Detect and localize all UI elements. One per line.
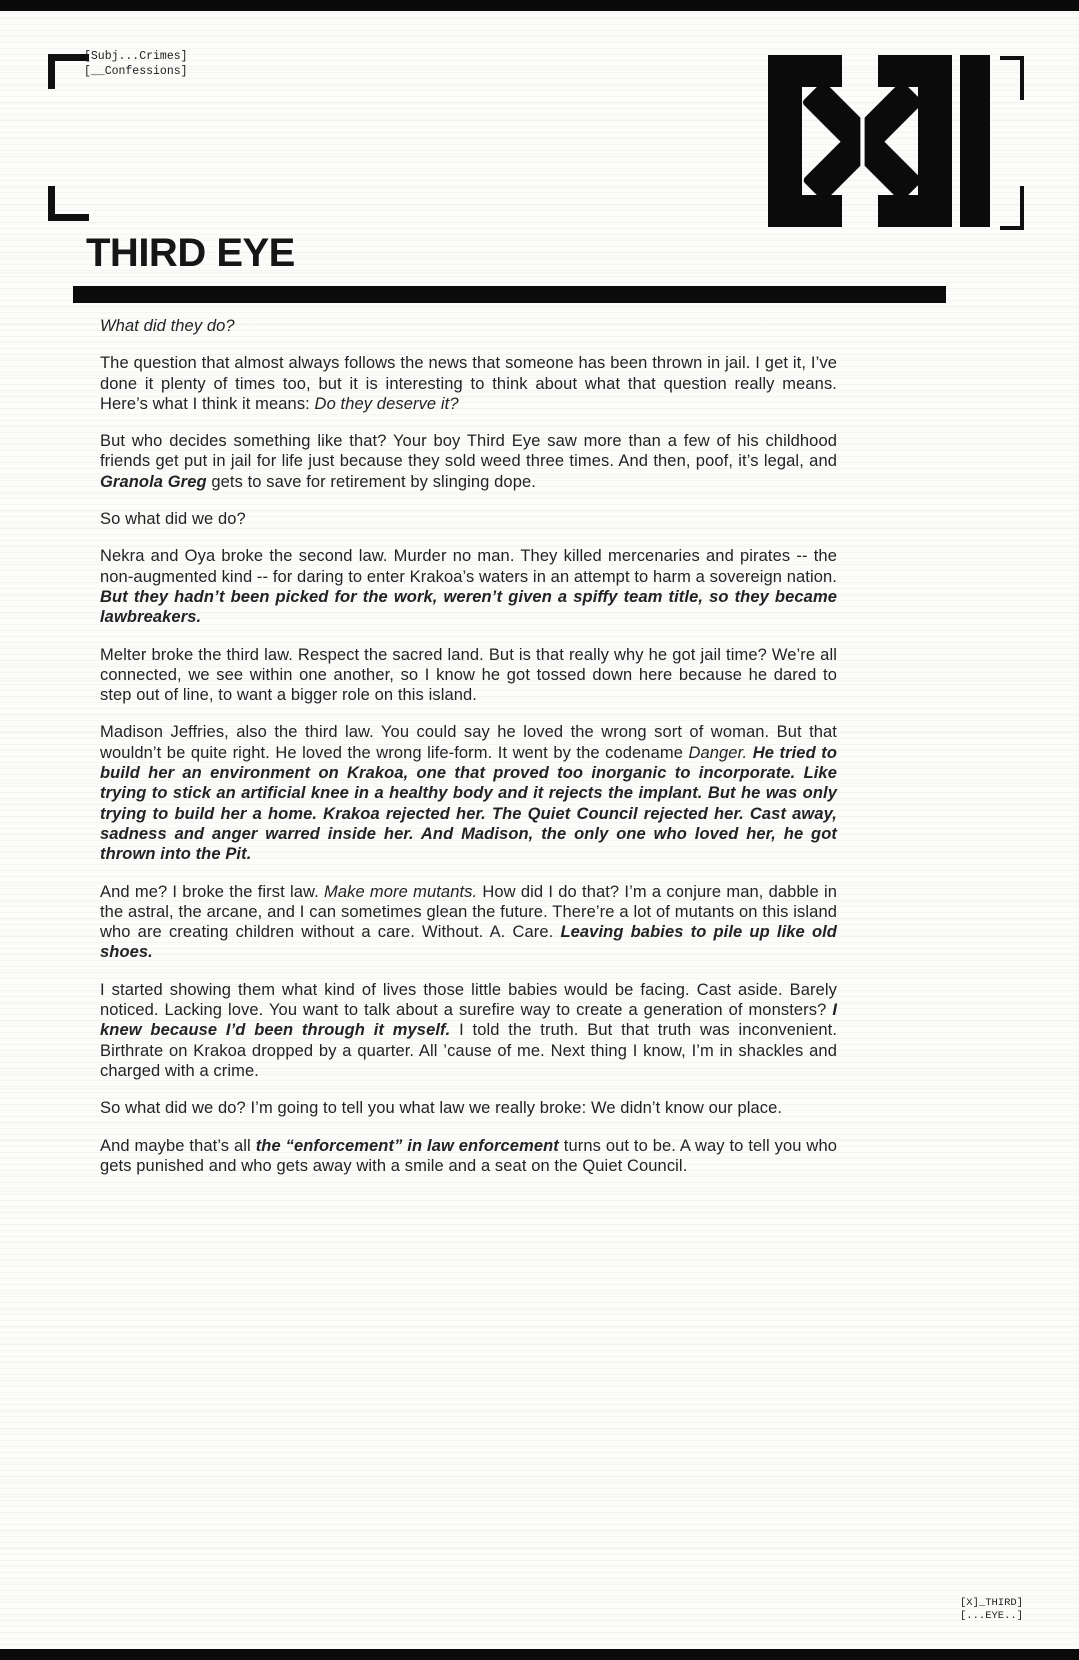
paragraph: [100, 353, 837, 414]
paragraph: [100, 722, 837, 864]
paragraph: [100, 509, 837, 529]
text-segment-italic: Danger.: [688, 743, 748, 762]
paragraph: [100, 882, 837, 963]
text-segment-regular: So what did we do? I’m going to tell you what law we really broke: We didn’t know our place.: [100, 1099, 783, 1118]
subject-line-1: [Subj...Crimes]: [84, 50, 188, 63]
text-segment-bolditalic: But they hadn’t been picked for the work, weren’t given a spiffy team title, so they became lawbreakers.: [100, 587, 837, 627]
text-segment-bolditalic: Leaving babies to pile up like old shoes.: [100, 923, 837, 962]
text-segment-regular: turns out to be. A way to tell you who gets punished and who gets away with a smile and a seat on the Quiet Council.: [100, 1136, 838, 1175]
text-segment-regular: gets to save for retirement by slinging dope.: [206, 472, 536, 491]
text-segment-regular: How did I do that? I’m a conjure man, dabble in the astral, the arcane, and I can sometimes glean the future. There’re a lot of mutants on this island who are creating children without a care. Without. A. Care.: [100, 882, 838, 942]
paragraph: [100, 1098, 837, 1118]
text-segment-regular: Madison Jeffries, also the third law. You could say he loved the wrong sort of woman. But that wouldn’t be quite right. He loved the wrong life-form. It went by the codename: [100, 723, 837, 762]
text-segment-regular: The question that almost always follows the news that someone has been thrown in jail. I get it, I’ve done it plenty of times too, but it is interesting to think about what that question really means. Here’s what I think it means:: [100, 354, 837, 413]
title-underline-bar: [73, 286, 946, 303]
text-segment-italic: Make more mutants.: [324, 882, 478, 901]
paragraph: [100, 316, 837, 336]
text-segment-regular: But who decides something like that? Your boy Third Eye saw more than a few of his childhood friends get put in jail for life just because they sold weed three times. And then, poof, it’s legal, and: [100, 432, 837, 471]
crop-corner-bottom-left-icon: [48, 186, 89, 221]
article-body: [100, 316, 837, 1193]
text-segment-bolditalic: the “enforcement” in law enforcement: [255, 1136, 559, 1155]
top-black-bar: [0, 0, 1079, 11]
text-segment-bolditalic: Granola Greg: [100, 472, 207, 491]
text-segment-regular: And maybe that’s all: [100, 1136, 256, 1155]
footer-line-1: [X]_THIRD]: [960, 1597, 1024, 1609]
text-segment-regular: Nekra and Oya broke the second law. Murder no man. They killed mercenaries and pirates -- the non-augmented kind -- for daring to enter Krakoa’s waters in an attempt to harm a sovereign nation.: [100, 547, 837, 586]
paragraph: [100, 431, 837, 492]
footer-tag: [960, 1597, 1023, 1623]
text-segment-regular: I told the truth. But that truth was inconvenient. Birthrate on Krakoa dropped by a quarter. All ’cause of me. Next thing I know, I’m in shackles and charged with a crime.: [100, 1021, 837, 1080]
text-segment-regular: Melter broke the third law. Respect the sacred land. But is that really why he got jail time? We’re all connected, we see within one another, so I know he got tossed down here because he dared to step out of line, to want a bigger role on this island.: [100, 645, 837, 705]
crop-corner-bottom-right-icon: [1000, 186, 1024, 230]
text-segment-regular: And me? I broke the first law.: [100, 882, 324, 901]
bottom-black-bar: [0, 1649, 1079, 1660]
x-in-brackets-logo-icon: [768, 55, 990, 227]
paragraph: [100, 980, 837, 1081]
subject-line-2: [__Confessions]: [84, 65, 188, 78]
text-segment-italic: Do they deserve it?: [314, 394, 459, 413]
text-segment-regular: So what did we do?: [100, 510, 246, 529]
page-title: THIRD EYE: [86, 231, 295, 275]
paragraph: [100, 546, 837, 627]
text-segment-regular: I started showing them what kind of lives those little babies would be facing. Cast aside. Barely noticed. Lacking love. You want to talk about a surefire way to create a generation of monsters?: [100, 980, 837, 1020]
crop-corner-top-left-icon: [48, 54, 89, 89]
text-segment-italic: What did they do?: [100, 317, 235, 335]
text-segment-bolditalic: He tried to build her an environment on Krakoa, one that proved too inorganic to incorporate. Like trying to stick an artificial knee in a healthy body and it rejects the implant. But he was only trying to build her a home. Krakoa rejected her. The Quiet Council rejected her. Cast away, sadness and anger warred inside her. And Madison, the only one who loved her, he got thrown into the Pit.: [100, 743, 837, 864]
text-segment-bolditalic: I knew because I’d been through it myself.: [100, 1001, 837, 1040]
paragraph: [100, 1136, 837, 1177]
subject-header: [84, 49, 188, 79]
footer-line-2: [...EYE..]: [960, 1610, 1024, 1622]
crop-corner-top-right-icon: [1000, 56, 1024, 100]
paragraph: [100, 645, 837, 706]
